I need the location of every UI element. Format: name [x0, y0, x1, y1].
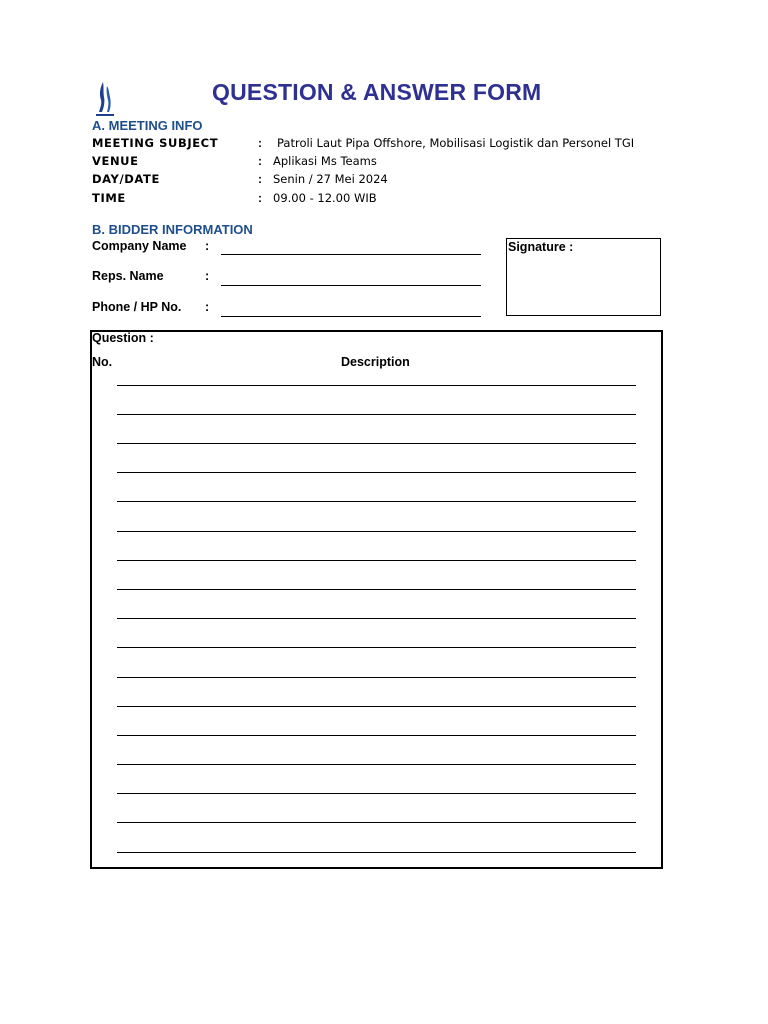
- company-name-label: Company Name: [92, 239, 187, 253]
- day-date-value: Senin / 27 Mei 2024: [273, 172, 388, 186]
- phone-field[interactable]: [221, 316, 481, 317]
- answer-line[interactable]: [117, 647, 636, 648]
- answer-line[interactable]: [117, 764, 636, 765]
- answer-line[interactable]: [117, 618, 636, 619]
- column-no-header: No.: [92, 355, 113, 369]
- phone-label: Phone / HP No.: [92, 300, 182, 314]
- answer-line[interactable]: [117, 443, 636, 444]
- time-label: TIME: [92, 191, 126, 205]
- question-box: [90, 330, 663, 869]
- time-value: 09.00 - 12.00 WIB: [273, 191, 377, 205]
- company-logo-icon: [94, 80, 116, 120]
- day-date-colon: :: [258, 172, 262, 186]
- answer-line[interactable]: [117, 560, 636, 561]
- answer-line[interactable]: [117, 589, 636, 590]
- question-heading: Question :: [92, 331, 154, 345]
- bidder-info-heading: B. BIDDER INFORMATION: [92, 222, 253, 237]
- answer-line[interactable]: [117, 677, 636, 678]
- answer-line[interactable]: [117, 385, 636, 386]
- answer-line[interactable]: [117, 735, 636, 736]
- venue-label: VENUE: [92, 154, 139, 168]
- answer-line[interactable]: [117, 852, 636, 853]
- venue-colon: :: [258, 154, 262, 168]
- meeting-info-heading: A. MEETING INFO: [92, 118, 203, 133]
- time-colon: :: [258, 191, 262, 205]
- answer-line[interactable]: [117, 793, 636, 794]
- meeting-subject-colon: :: [258, 136, 262, 150]
- column-description-header: Description: [341, 355, 410, 369]
- answer-line[interactable]: [117, 472, 636, 473]
- company-name-field[interactable]: [221, 254, 481, 255]
- answer-line[interactable]: [117, 414, 636, 415]
- reps-name-label: Reps. Name: [92, 269, 164, 283]
- reps-name-colon: :: [205, 269, 210, 283]
- day-date-label: DAY/DATE: [92, 172, 160, 186]
- signature-label: Signature :: [508, 240, 574, 254]
- page-title: QUESTION & ANSWER FORM: [212, 79, 542, 105]
- phone-colon: :: [205, 300, 210, 314]
- meeting-subject-label: MEETING SUBJECT: [92, 136, 219, 150]
- answer-line[interactable]: [117, 822, 636, 823]
- reps-name-field[interactable]: [221, 285, 481, 286]
- company-name-colon: :: [205, 239, 210, 253]
- answer-line[interactable]: [117, 706, 636, 707]
- venue-value: Aplikasi Ms Teams: [273, 154, 377, 168]
- answer-line[interactable]: [117, 501, 636, 502]
- answer-line[interactable]: [117, 531, 636, 532]
- meeting-subject-value: Patroli Laut Pipa Offshore, Mobilisasi Logistik dan Personel TGI: [277, 136, 635, 150]
